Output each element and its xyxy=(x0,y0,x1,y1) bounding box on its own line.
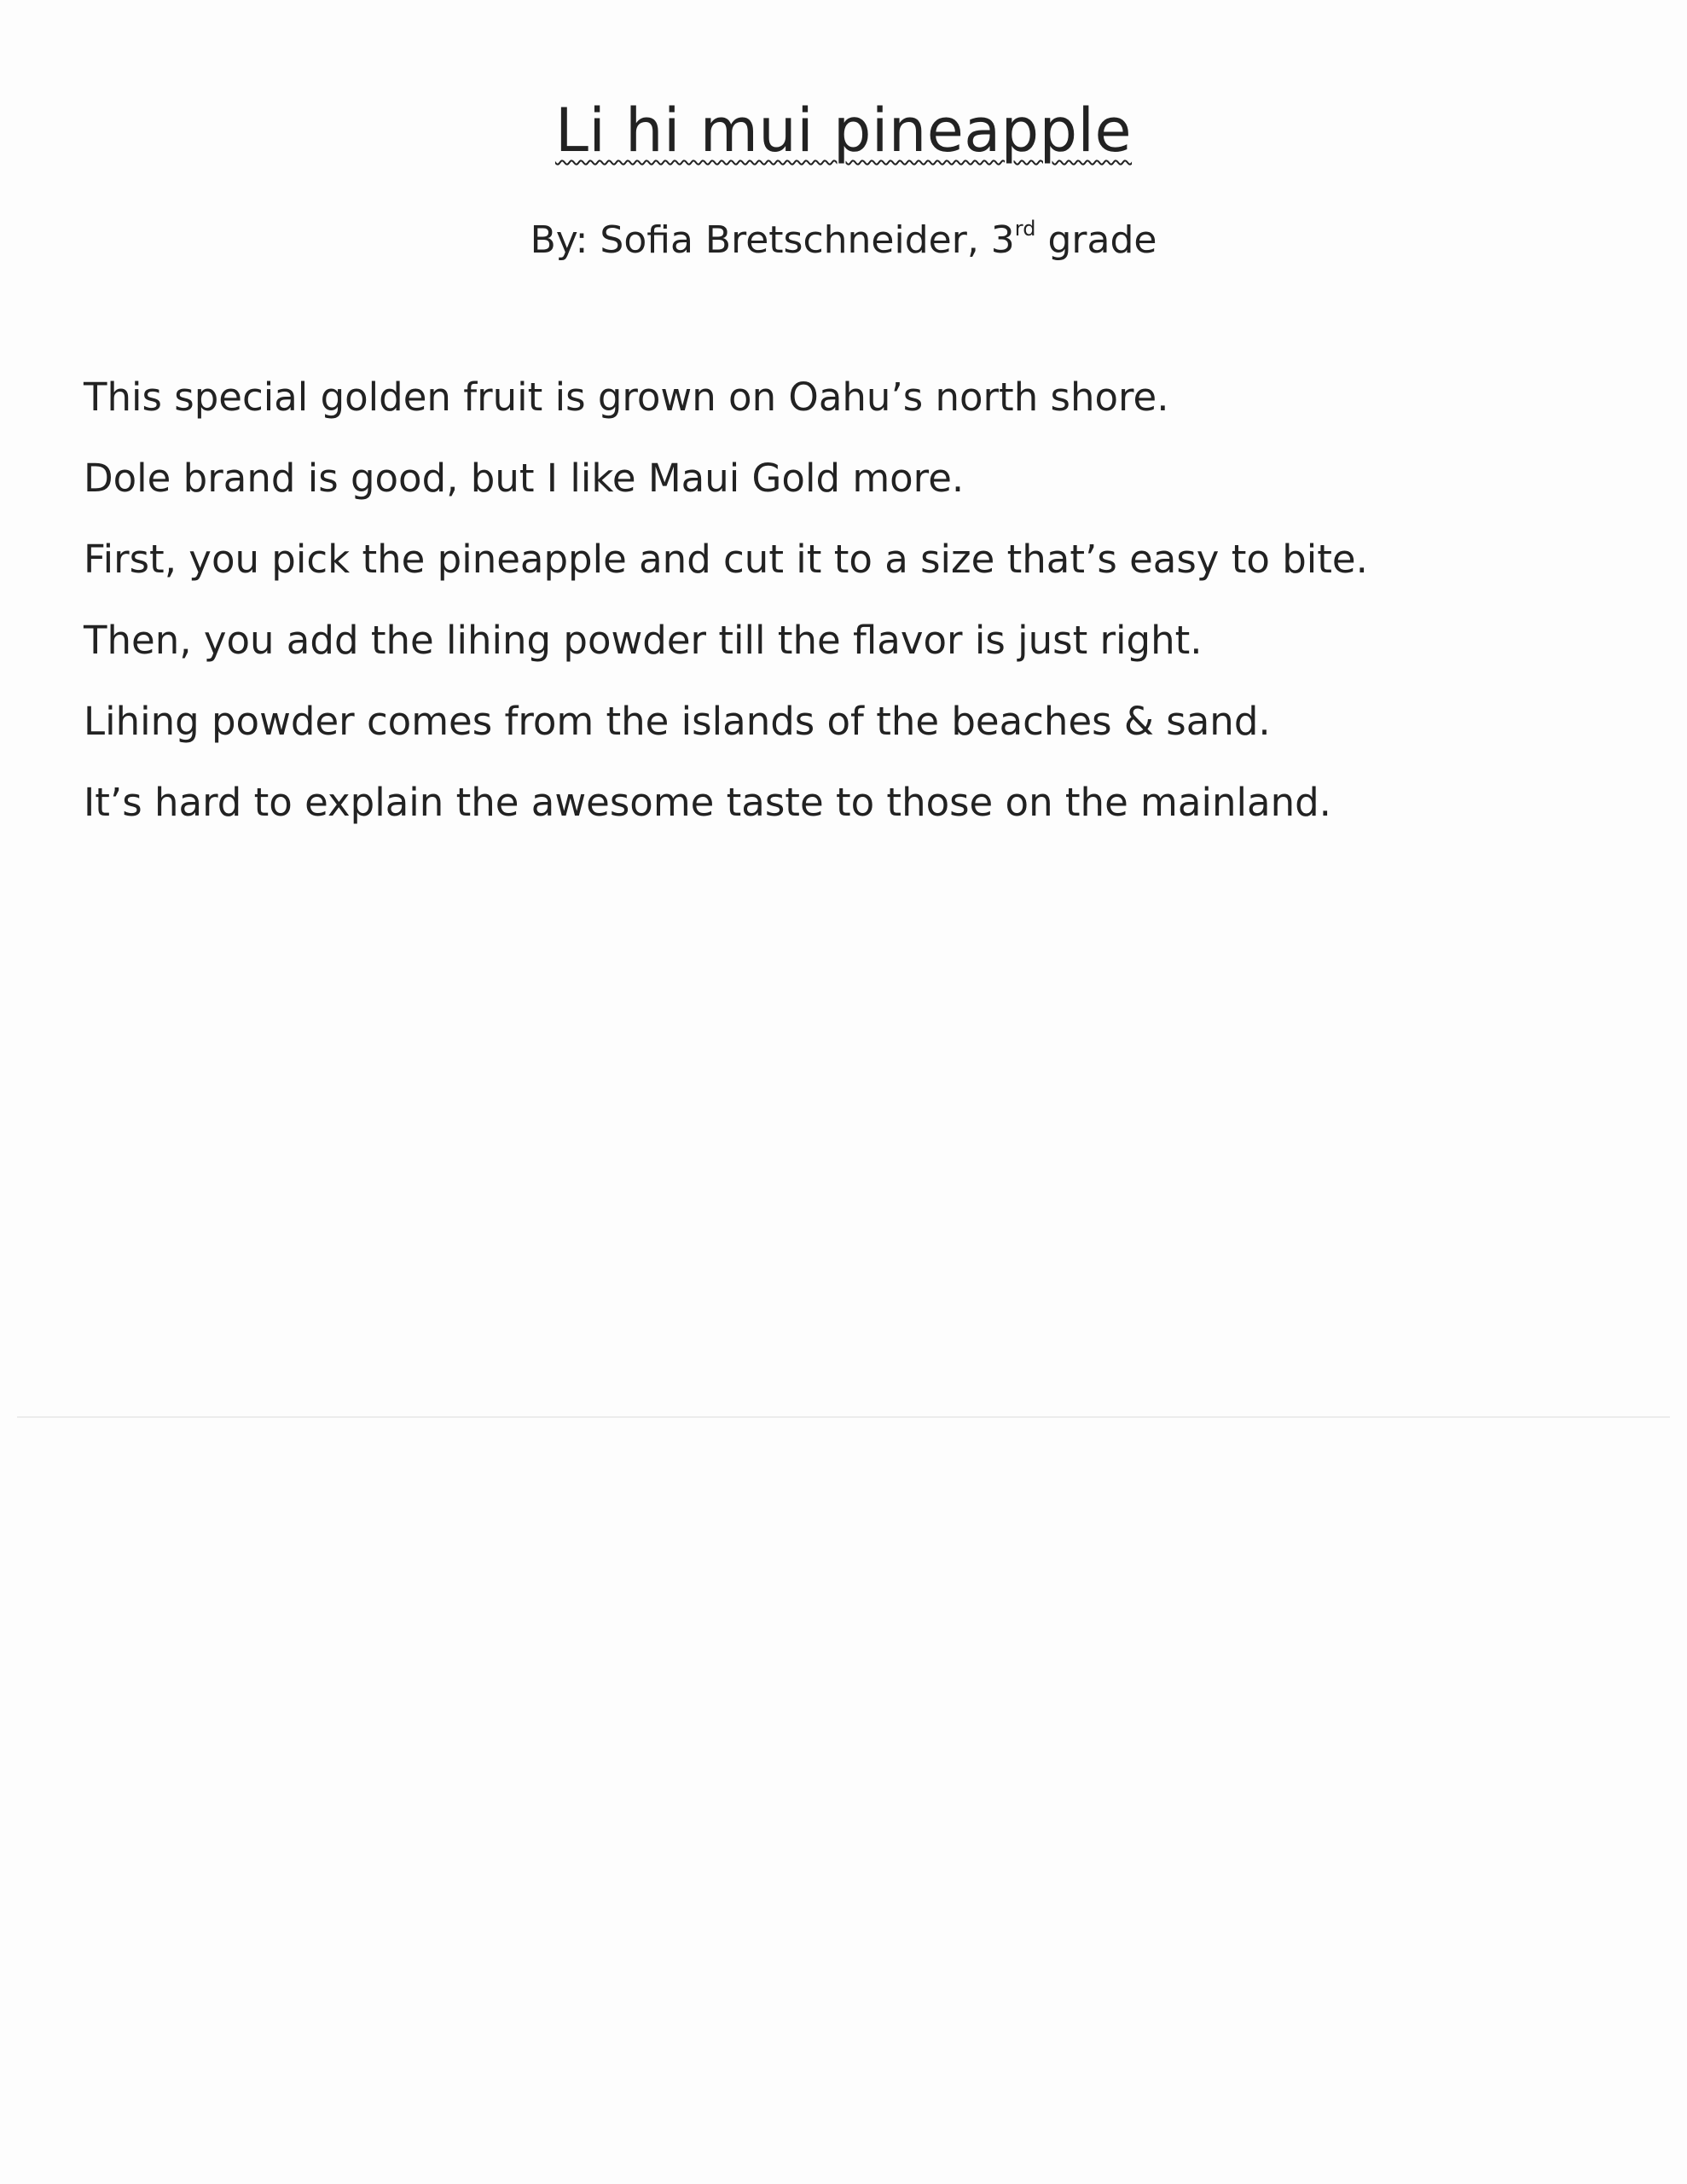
poem-title-text: Li hi mui pineapple xyxy=(554,96,1133,166)
poem-line: Lihing powder comes from the islands of the beaches & sand. xyxy=(84,699,1271,744)
poem-line: First, you pick the pineapple and cut it to a size that’s easy to bite. xyxy=(84,537,1368,582)
poem-line: Then, you add the lihing powder till the flavor is just right. xyxy=(84,618,1203,663)
author-byline xyxy=(0,203,1687,266)
byline-ordinal-suffix: rd xyxy=(1014,217,1036,241)
byline-prefix: By: Sofia Bretschneider, 3 xyxy=(530,218,1015,262)
poem-title xyxy=(0,92,1687,169)
page-fold-line xyxy=(17,1416,1670,1418)
byline-suffix: grade xyxy=(1035,218,1157,262)
poem-line: This special golden fruit is grown on Oahu’s north shore. xyxy=(84,375,1169,420)
poem-line: Dole brand is good, but I like Maui Gold more. xyxy=(84,456,965,501)
poem-line: It’s hard to explain the awesome taste to those on the mainland. xyxy=(84,780,1331,825)
poem-body xyxy=(84,367,1602,853)
